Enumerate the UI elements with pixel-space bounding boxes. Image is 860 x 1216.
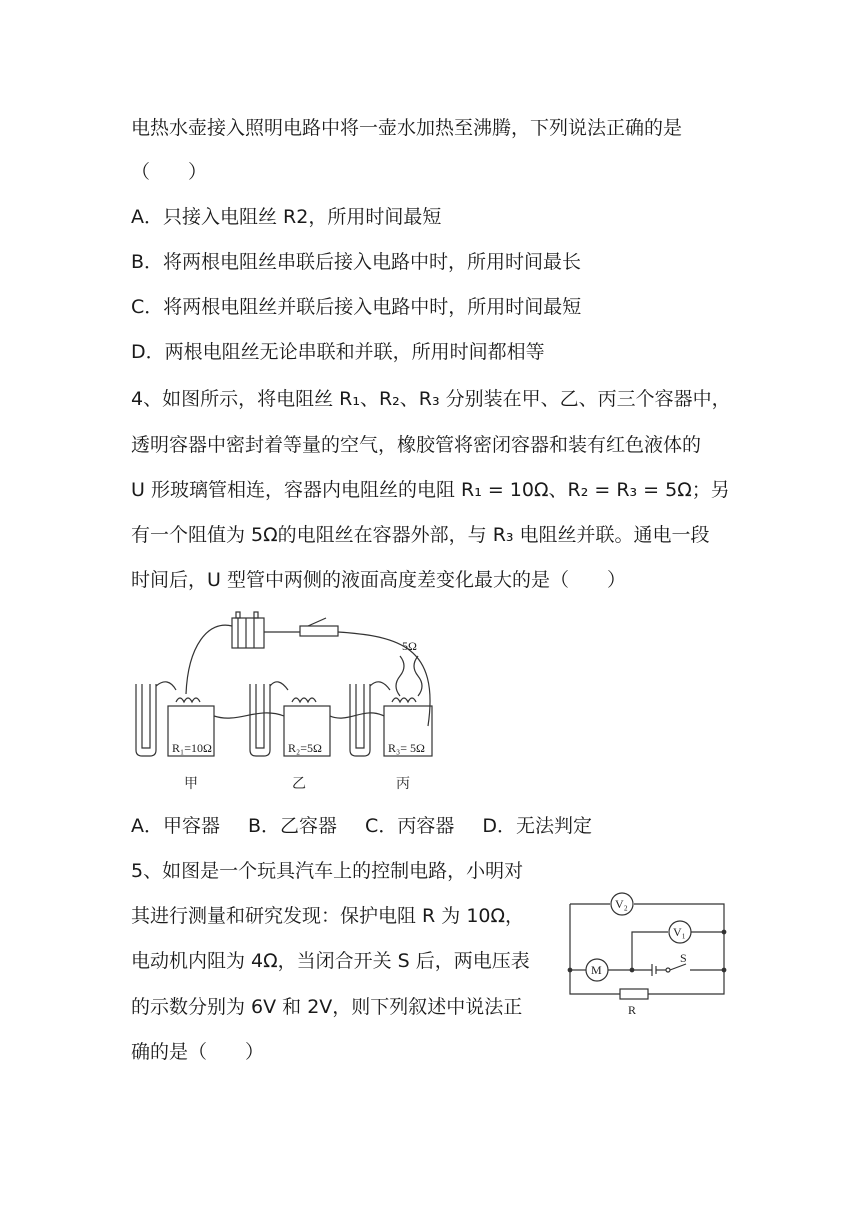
q5-stem-line5: 确的是（ ）: [131, 1041, 265, 1063]
q5-circuit-figure: [560, 890, 736, 1020]
label-v1: V₁: [673, 925, 686, 939]
q4-options: [131, 812, 592, 840]
u-tube-3: [350, 684, 370, 756]
caption-yi: 乙: [292, 776, 306, 792]
q4-stem-line1: 4、如图所示，将电阻丝 R₁、R₂、R₃ 分别装在甲、乙、丙三个容器中，: [131, 388, 731, 410]
resistor-r: [620, 989, 648, 999]
caption-jia: 甲: [184, 776, 198, 792]
label-resistor: R: [628, 1003, 637, 1017]
label-v2: V₂: [615, 897, 628, 911]
q4-option-b: B．乙容器: [248, 815, 338, 837]
label-r1: R₁=10Ω: [172, 741, 212, 755]
q5-stem-line4: 的示数分别为 6V 和 2V，则下列叙述中说法正: [131, 996, 523, 1018]
q4-option-a: A．甲容器: [131, 815, 220, 837]
label-switch: S: [680, 951, 687, 965]
q3-option-c: C．将两根电阻丝并联后接入电路中时，所用时间最短: [131, 296, 582, 318]
u-tube-2: [250, 684, 270, 756]
q3-option-d: D．两根电阻丝无论串联和并联，所用时间都相等: [131, 341, 545, 363]
q3-answer-paren: （ ）: [131, 161, 208, 183]
label-motor: M: [591, 963, 602, 977]
q5-stem-line1: 5、如图是一个玩具汽车上的控制电路，小明对: [131, 860, 524, 882]
q5-stem-line3: 电动机内阻为 4Ω，当闭合开关 S 后，两电压表: [131, 950, 530, 972]
label-external-resistor: 5Ω: [402, 639, 417, 653]
q5-stem-line2: 其进行测量和研究发现：保护电阻 R 为 10Ω，: [131, 905, 525, 927]
battery-icon: [232, 612, 264, 648]
q4-stem-line3: U 形玻璃管相连，容器内电阻丝的电阻 R₁ = 10Ω、R₂ = R₃ = 5Ω；另: [131, 479, 730, 501]
u-tube-1: [136, 684, 156, 756]
q4-option-c: C．丙容器: [365, 815, 455, 837]
label-r2: R₂=5Ω: [288, 741, 322, 755]
q4-circuit-figure: [128, 606, 448, 798]
switch-icon: [300, 618, 338, 636]
label-r3: R₃= 5Ω: [388, 741, 425, 755]
q3-stem: 电热水壶接入照明电路中将一壶水加热至沸腾，下列说法正确的是: [131, 117, 683, 139]
q4-stem-line5: 时间后，U 型管中两侧的液面高度差变化最大的是（ ）: [131, 569, 626, 591]
q3-option-a: A．只接入电阻丝 R2，所用时间最短: [131, 206, 442, 228]
q4-option-d: D．无法判定: [482, 815, 592, 837]
q4-stem-line2: 透明容器中密封着等量的空气，橡胶管将密闭容器和装有红色液体的: [131, 434, 702, 456]
q4-stem-line4: 有一个阻值为 5Ω的电阻丝在容器外部，与 R₃ 电阻丝并联。通电一段: [131, 524, 710, 546]
caption-bing: 丙: [396, 776, 410, 792]
q3-option-b: B．将两根电阻丝串联后接入电路中时，所用时间最长: [131, 251, 582, 273]
